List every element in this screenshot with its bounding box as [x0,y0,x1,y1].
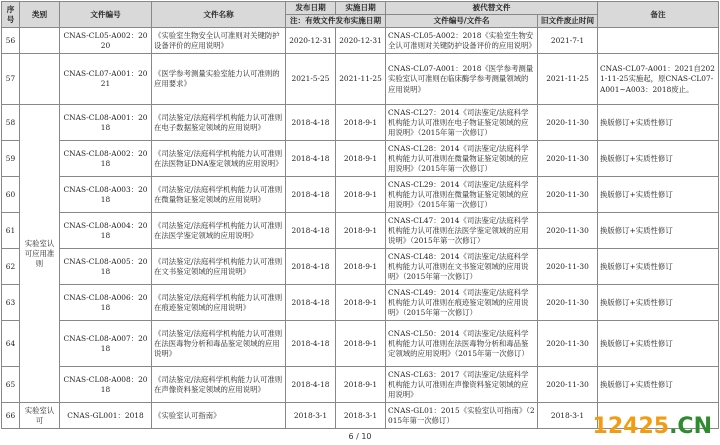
cell-replaced: CNAS-CL27：2014《司法鉴定/法庭科学机构能力认可准则在电子物证鉴定领域的应用说明》（2015年第一次修订） [386,105,538,141]
cell-replaced: CNAS-CL29：2014《司法鉴定/法庭科学机构能力认可准则在微量物证鉴定领域的应用说明》（2015年第一次修订） [386,177,538,213]
cell-remark: 换版修订+实质性修订 [598,213,719,249]
header-impl-date: 实施日期 [336,2,386,15]
cell-category-empty [20,54,60,105]
cell-seq: 62 [2,249,20,285]
cell-category-empty [20,28,60,54]
cell-category: 实验室认可应用准则 [20,105,60,403]
cell-doc-no: CNAS-CL08-A008：2018 [60,367,152,403]
cell-impl-date: 2018-9-1 [336,213,386,249]
cell-old-abolish: 2020-11-30 [538,321,598,367]
cell-doc-name: 《司法鉴定/法庭科学机构能力认可准则在法医学鉴定领域的应用说明》 [152,213,286,249]
cell-doc-no: CNAS-CL08-A006：2018 [60,285,152,321]
cell-publish-date: 2018-4-18 [286,141,336,177]
cell-remark: 换版修订+实质性修订 [598,321,719,367]
cell-old-abolish: 2020-11-30 [538,249,598,285]
cell-doc-name: 《司法鉴定/法庭科学机构能力认可准则在电子数据鉴定领域的应用说明》 [152,105,286,141]
cell-doc-no: CNAS-CL08-A003：2018 [60,177,152,213]
cell-publish-date: 2018-3-1 [286,403,336,429]
table-row [2,28,719,54]
cell-impl-date: 2018-9-1 [336,285,386,321]
header-seq: 序号 [2,2,20,28]
cell-old-abolish: 2020-11-30 [538,177,598,213]
cell-doc-name: 《司法鉴定/法庭科学机构能力认可准则在文书鉴定领域的应用说明》 [152,249,286,285]
cell-seq: 59 [2,141,20,177]
cell-replaced: CNAS-GL01：2015《实验室认可指南》（2015年第一次修订） [386,403,538,429]
cell-seq: 58 [2,105,20,141]
cell-old-abolish: 2020-11-30 [538,285,598,321]
cell-doc-name: 《实验室认可指南》 [152,403,286,429]
cell-replaced: CNAS-CL28：2014《司法鉴定/法庭科学机构能力认可准则在微量物证鉴定领域的应用说明》（2015年第一次修订） [386,141,538,177]
cell-remark: 换版修订+实质性修订 [598,367,719,403]
cell-publish-date: 2018-4-18 [286,105,336,141]
cell-remark: 换版修订+实质性修订 [598,177,719,213]
header-publish-date: 发布日期 [286,2,336,15]
table-row [2,177,719,213]
cell-publish-date: 2018-4-18 [286,321,336,367]
cell-old-abolish: 2020-11-30 [538,141,598,177]
cell-doc-no: CNAS-CL08-A001：2018 [60,105,152,141]
cell-old-abolish: 2020-11-30 [538,105,598,141]
cell-seq: 60 [2,177,20,213]
cell-category: 实验室认可 [20,403,60,429]
table-row [2,141,719,177]
cell-replaced: CNAS-CL47：2014《司法鉴定/法庭科学机构能力认可准则在法医学鉴定领域的应用说明》（2015年第一次修订） [386,213,538,249]
cell-old-abolish: 2020-11-30 [538,213,598,249]
watermark-logo: 12425.CN [592,414,712,439]
table-row [2,105,719,141]
cell-doc-name: 《医学参考测量实验室能力认可准则的应用要求》 [152,54,286,105]
header-old-abolish: 旧文件废止时间 [538,15,598,28]
cell-publish-date: 2018-4-18 [286,249,336,285]
cell-impl-date: 2018-9-1 [336,321,386,367]
cell-remark: 换版修订+实质性修订 [598,105,719,141]
table-row [2,213,719,249]
cell-remark: 换版修订+实质性修订 [598,249,719,285]
cell-publish-date: 2020-12-31 [286,28,336,54]
cell-replaced: CNAS-CL05-A002：2018《实验室生物安全认可准则对关键防护设备评价的应用说明》 [386,28,538,54]
cell-doc-no: CNAS-CL08-A002：2018 [60,141,152,177]
cell-replaced: CNAS-CL50：2014《司法鉴定/法庭科学机构能力认可准则在法医毒物分析和毒品鉴定领域的应用说明》（2015年第一次修订） [386,321,538,367]
cell-old-abolish: 2021-7-1 [538,28,598,54]
cell-publish-date: 2021-5-25 [286,54,336,105]
cell-old-abolish: 2021-11-25 [538,54,598,105]
cell-publish-date: 2018-4-18 [286,177,336,213]
cell-seq: 64 [2,321,20,367]
table-row [2,367,719,403]
cell-publish-date: 2018-4-18 [286,367,336,403]
cell-impl-date: 2021-11-25 [336,54,386,105]
table-row [2,285,719,321]
header-remark: 备注 [598,2,719,28]
cell-seq: 57 [2,54,20,105]
cell-doc-name: 《司法鉴定/法庭科学机构能力认可准则在法医毒物分析和毒品鉴定领域的应用说明》 [152,321,286,367]
table-row [2,321,719,367]
cell-doc-no: CNAS-CL07-A001：2021 [60,54,152,105]
cell-remark: CNAS-CL07-A001：2021自2021-11-25实施起，原CNAS-CL07-A001~A003：2018废止。 [598,54,719,105]
cell-old-abolish: 2018-3-1 [538,403,598,429]
standards-table [1,1,719,429]
cell-remark [598,28,719,54]
cell-publish-date: 2018-4-18 [286,285,336,321]
cell-publish-date: 2018-4-18 [286,213,336,249]
cell-impl-date: 2018-9-1 [336,141,386,177]
cell-doc-no: CNAS-GL001：2018 [60,403,152,429]
cell-seq: 56 [2,28,20,54]
cell-impl-date: 2018-9-1 [336,249,386,285]
table-row [2,249,719,285]
cell-doc-name: 《实验室生物安全认可准则对关键防护设备评价的应用说明》 [152,28,286,54]
cell-impl-date: 2018-3-1 [336,403,386,429]
cell-doc-no: CNAS-CL08-A004：2018 [60,213,152,249]
cell-impl-date: 2018-9-1 [336,105,386,141]
cell-impl-date: 2020-12-31 [336,28,386,54]
cell-impl-date: 2018-9-1 [336,177,386,213]
cell-seq: 66 [2,403,20,429]
cell-doc-no: CNAS-CL08-A005：2018 [60,249,152,285]
cell-replaced: CNAS-CL49：2014《司法鉴定/法庭科学机构能力认可准则在痕迹鉴定领域的应用说明》（2015年第一次修订） [386,285,538,321]
cell-doc-name: 《司法鉴定/法庭科学机构能力认可准则在法医物证DNA鉴定领域的应用说明》 [152,141,286,177]
cell-doc-name: 《司法鉴定/法庭科学机构能力认可准则在微量物证鉴定领域的应用说明》 [152,177,286,213]
cell-replaced: CNAS-CL48：2014《司法鉴定/法庭科学机构能力认可准则在文书鉴定领域的应用说明》（2015年第一次修订） [386,249,538,285]
header-replaced-no-name: 文件编号/文件名 [386,15,538,28]
cell-seq: 65 [2,367,20,403]
cell-doc-name: 《司法鉴定/法庭科学机构能力认可准则在痕迹鉴定领域的应用说明》 [152,285,286,321]
header-category: 类别 [20,2,60,28]
cell-impl-date: 2018-9-1 [336,367,386,403]
cell-seq: 61 [2,213,20,249]
cell-doc-no: CNAS-CL08-A007：2018 [60,321,152,367]
page-number: 6 / 10 [348,432,372,441]
cell-old-abolish: 2020-11-30 [538,367,598,403]
header-note: 注：有效文件发布实施日期 [286,15,386,28]
header-replaced: 被代替文件 [386,2,598,15]
cell-replaced: CNAS-CL07-A001：2018《医学参考测量实验室认可准则在临床酶学参考测量领域的应用说明》 [386,54,538,105]
table-row [2,54,719,105]
cell-remark: 换版修订+实质性修订 [598,285,719,321]
header-doc-no: 文件编号 [60,2,152,28]
header-doc-name: 文件名称 [152,2,286,28]
cell-doc-no: CNAS-CL05-A002：2020 [60,28,152,54]
cell-replaced: CNAS-CL63：2017《司法鉴定/法庭科学机构能力认可准则在声像资料鉴定领域的应用说明》 [386,367,538,403]
cell-remark: 换版修订+实质性修订 [598,141,719,177]
cell-seq: 63 [2,285,20,321]
cell-doc-name: 《司法鉴定/法庭科学机构能力认可准则在声像资料鉴定领域的应用说明》 [152,367,286,403]
